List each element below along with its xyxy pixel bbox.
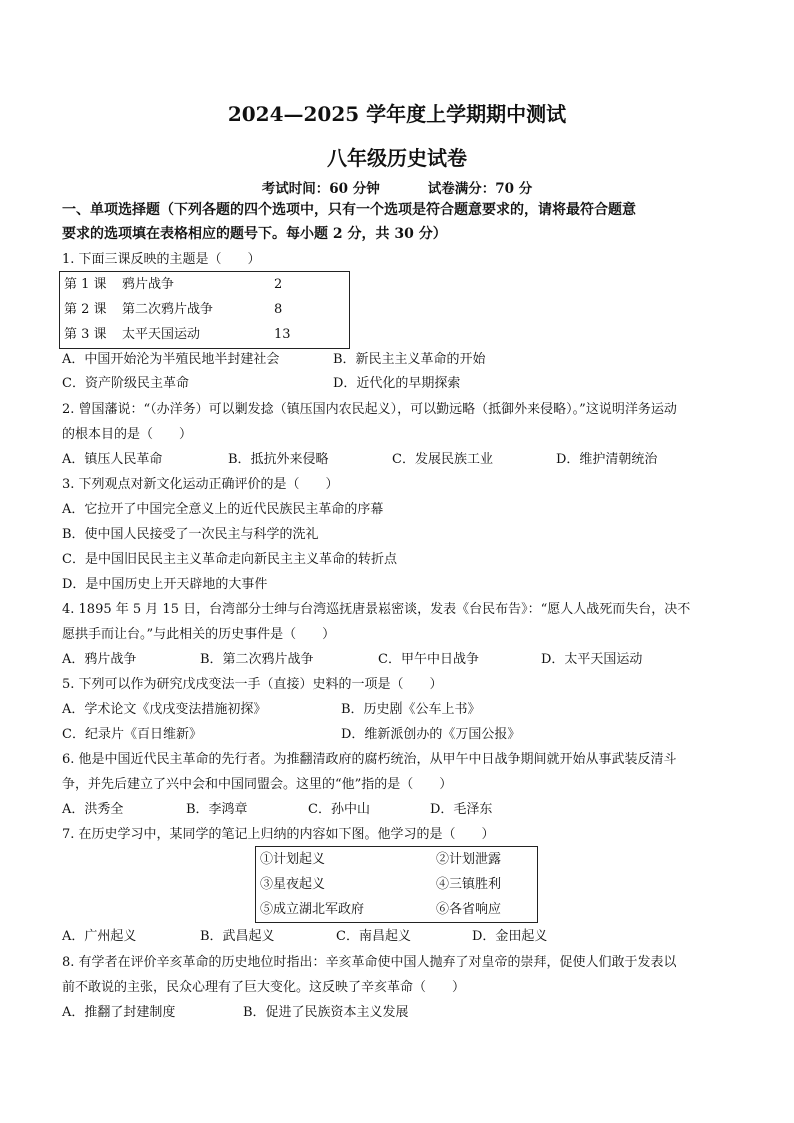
q8-option-a: A．推翻了封建制度 [62,1005,176,1020]
exam-subtitle: 八年级历史试卷 [327,146,467,170]
q3-option-a: A．它拉开了中国完全意义上的近代民族民主革命的序幕 [62,502,384,517]
q7-note: ⑥各省响应 [436,902,502,917]
question-2-stem: 2. 曾国藩说：“（办洋务）可以剿发捻（镇压国内农民起义），可以勤远略（抵御外来侵略）。”这说明洋务运动 [62,402,677,417]
section-heading-line2: 要求的选项填在表格相应的题号下。每小题 2 分，共 30 分） [62,226,447,242]
q3-option-d: D．是中国历史上开天辟地的大事件 [62,577,268,592]
q7-note: ③星夜起义 [260,877,326,892]
exam-meta [0,177,794,197]
question-5-stem: 5. 下列可以作为研究戊戌变法一手（直接）史料的一项是（ ） [62,677,443,692]
question-8-stem: 8. 有学者在评价辛亥革命的历史地位时指出：辛亥革命使中国人抛弃了对皇帝的崇拜，促使人们敢于发表以 [62,955,677,970]
exam-score: 试卷满分：70 分 [427,181,533,197]
q2-option-b: B．抵抗外来侵略 [228,452,329,467]
q4-option-a: A．鸦片战争 [62,652,137,667]
q6-option-d: D．毛泽东 [430,802,493,817]
q4-option-b: B．第二次鸦片战争 [200,652,314,667]
q2-option-c: C．发展民族工业 [392,452,493,467]
q1-table-page: 8 [274,302,283,317]
q2-option-d: D．维护清朝统治 [556,452,658,467]
q1-option-b: B．新民主主义革命的开始 [333,352,486,367]
q3-option-b: B．使中国人民接受了一次民主与科学的洗礼 [62,527,319,542]
q4-option-c: C．甲午中日战争 [378,652,479,667]
question-8-stem-cont: 前不敢说的主张，民众心理有了巨大变化。这反映了辛亥革命（ ） [62,980,466,995]
q6-option-b: B．李鸿章 [186,802,248,817]
question-6-stem-cont: 争，并先后建立了兴中会和中国同盟会。这里的“他”指的是（ ） [62,777,453,792]
q4-option-d: D．太平天国运动 [541,652,643,667]
q1-option-c: C．资产阶级民主革命 [62,376,189,391]
section-heading-line1: 一、单项选择题（下列各题的四个选项中，只有一个选项是符合题意要求的，请将最符合题意 [62,202,636,218]
q8-option-b: B．促进了民族资本主义发展 [243,1005,409,1020]
question-4-stem-cont: 愿拱手而让台。”与此相关的历史事件是（ ） [62,627,336,642]
q6-option-c: C．孙中山 [308,802,370,817]
question-6-stem: 6. 他是中国近代民主革命的先行者。为推翻清政府的腐朽统治，从甲午中日战争期间就开始从事武装反清斗 [62,752,677,767]
question-4-stem: 4. 1895 年 5 月 15 日，台湾部分士绅与台湾巡抚唐景崧密谈，发表《台民布告》：“愿人人战死而失台，决不 [62,602,691,617]
q5-option-a: A．学术论文《戊戌变法措施初探》 [62,702,267,717]
q1-table-lesson: 第 2 课 [64,302,107,317]
q5-option-b: B．历史剧《公车上书》 [341,702,481,717]
q1-table-title: 鸦片战争 [122,277,175,292]
q1-option-d: D．近代化的早期探索 [333,376,461,391]
q7-option-a: A．广州起义 [62,929,137,944]
q7-note: ②计划泄露 [436,852,502,867]
q1-table-title: 太平天国运动 [122,327,201,342]
q6-option-a: A．洪秀全 [62,802,124,817]
question-3-stem: 3. 下列观点对新文化运动正确评价的是（ ） [62,477,339,492]
q7-note: ④三镇胜利 [436,877,502,892]
q1-table-lesson: 第 1 课 [64,277,107,292]
q7-note: ①计划起义 [260,852,326,867]
q1-table-lesson: 第 3 课 [64,327,107,342]
q7-option-d: D．金田起义 [472,929,548,944]
q1-option-a: A．中国开始沦为半殖民地半封建社会 [62,352,280,367]
q1-table-page: 2 [274,277,283,292]
q1-table-title: 第二次鸦片战争 [122,302,214,317]
q2-option-a: A．镇压人民革命 [62,452,163,467]
q7-option-b: B．武昌起义 [200,929,275,944]
exam-title: 2024—2025 学年度上学期期中测试 [227,102,567,126]
q5-option-c: C．纪录片《百日维新》 [62,727,202,742]
q5-option-d: D．维新派创办的《万国公报》 [341,727,521,742]
question-2-stem-cont: 的根本目的是（ ） [62,427,193,442]
q1-table-page: 13 [274,327,291,342]
exam-time: 考试时间：60 分钟 [261,181,380,197]
q3-option-c: C．是中国旧民民主主义革命走向新民主主义革命的转折点 [62,552,397,567]
question-7-stem: 7. 在历史学习中，某同学的笔记上归纳的内容如下图。他学习的是（ ） [62,827,495,842]
q7-note: ⑤成立湖北军政府 [260,902,365,917]
question-1-stem: 1. 下面三课反映的主题是（ ） [62,252,261,267]
q7-option-c: C．南昌起义 [336,929,411,944]
